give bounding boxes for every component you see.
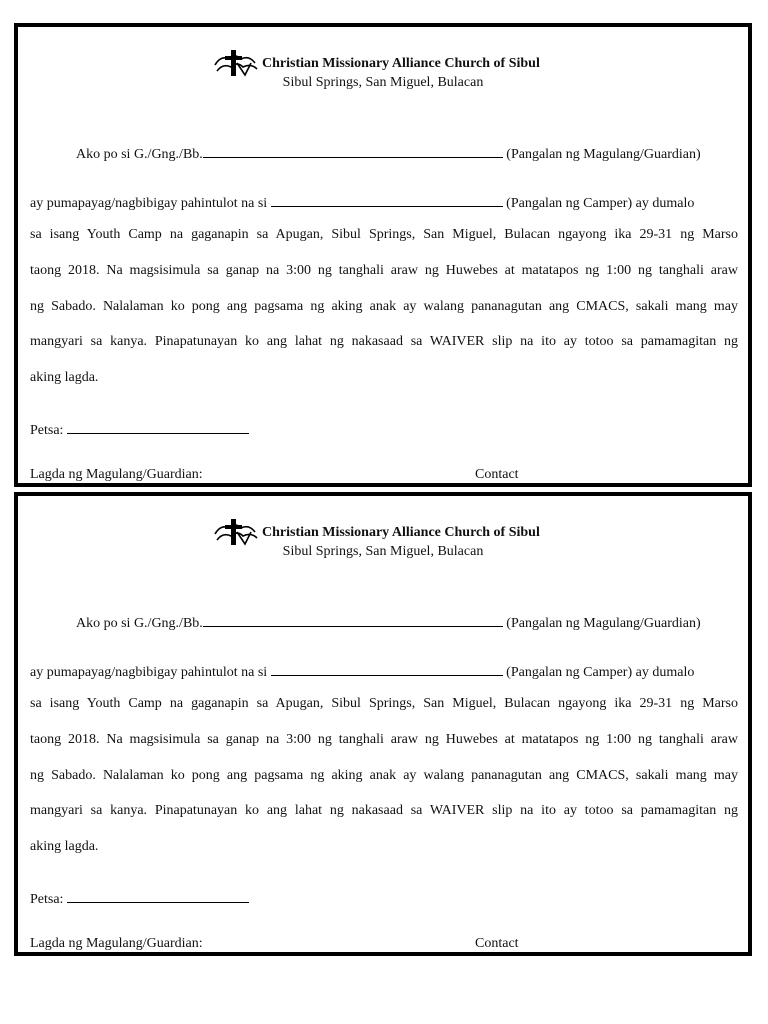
body-line-2: sa isang Youth Camp na gaganapin sa Apugan, Sibul Springs, San Miguel, Bulacan ngayong ika 29-31 ng Marso xyxy=(30,227,738,242)
church-address: Sibul Springs, San Miguel, Bulacan xyxy=(282,544,484,559)
body-line-3: taong 2018. Na magsisimula sa ganap na 3:00 ng tanghali araw ng Huwebes at matatapos ng 1:00 ng tanghali araw xyxy=(30,732,738,747)
contact-label: Contact xyxy=(475,467,519,482)
body-line-4: ng Sabado. Nalalaman ko pong ang pagsama ng aking anak ay walang pananagutan ang CMACS, sakali mang may xyxy=(30,299,738,314)
signature-row xyxy=(30,936,738,952)
body-line-2: sa isang Youth Camp na gaganapin sa Apugan, Sibul Springs, San Miguel, Bulacan ngayong ika 29-31 ng Marso xyxy=(30,696,738,711)
date-label: Petsa: xyxy=(30,892,64,907)
camper-name-blank[interactable] xyxy=(271,192,503,207)
waiver-slip-top xyxy=(14,23,752,487)
guardian-line xyxy=(76,143,701,163)
camper-name-blank[interactable] xyxy=(271,661,503,676)
guardian-line xyxy=(76,612,701,632)
signature-row xyxy=(30,467,738,483)
date-label: Petsa: xyxy=(30,423,64,438)
guardian-suffix: (Pangalan ng Magulang/Guardian) xyxy=(506,147,701,162)
camper-line xyxy=(30,192,694,212)
slip-header xyxy=(18,49,748,99)
body-line-6: aking lagda. xyxy=(30,839,99,854)
guardian-name-blank[interactable] xyxy=(203,612,503,627)
camper-line xyxy=(30,661,694,681)
body-line-6: aking lagda. xyxy=(30,370,99,385)
camper-suffix: (Pangalan ng Camper) ay dumalo xyxy=(506,665,695,680)
body-line-4: ng Sabado. Nalalaman ko pong ang pagsama ng aking anak ay walang pananagutan ang CMACS, sakali mang may xyxy=(30,768,738,783)
contact-label: Contact xyxy=(475,936,519,951)
church-address: Sibul Springs, San Miguel, Bulacan xyxy=(282,75,484,90)
guardian-prefix: Ako po si G./Gng./Bb. xyxy=(76,147,203,162)
date-row xyxy=(30,888,249,908)
guardian-name-blank[interactable] xyxy=(203,143,503,158)
date-blank[interactable] xyxy=(67,419,249,434)
guardian-prefix: Ako po si G./Gng./Bb. xyxy=(76,616,203,631)
church-name: Christian Missionary Alliance Church of Sibul xyxy=(262,56,540,71)
body-line-3: taong 2018. Na magsisimula sa ganap na 3:00 ng tanghali araw ng Huwebes at matatapos ng 1:00 ng tanghali araw xyxy=(30,263,738,278)
signature-label: Lagda ng Magulang/Guardian: xyxy=(30,936,203,951)
signature-label: Lagda ng Magulang/Guardian: xyxy=(30,467,203,482)
guardian-suffix: (Pangalan ng Magulang/Guardian) xyxy=(506,616,701,631)
church-name: Christian Missionary Alliance Church of Sibul xyxy=(262,525,540,540)
slip-header xyxy=(18,518,748,568)
date-blank[interactable] xyxy=(67,888,249,903)
camper-prefix: ay pumapayag/nagbibigay pahintulot na si xyxy=(30,665,268,680)
body-line-5: mangyari sa kanya. Pinapatunayan ko ang lahat ng nakasaad sa WAIVER slip na ito ay totoo sa pamamagitan ng xyxy=(30,334,738,349)
camper-suffix: (Pangalan ng Camper) ay dumalo xyxy=(506,196,695,211)
camper-prefix: ay pumapayag/nagbibigay pahintulot na si xyxy=(30,196,268,211)
waiver-slip-bottom xyxy=(14,492,752,956)
date-row xyxy=(30,419,249,439)
body-line-5: mangyari sa kanya. Pinapatunayan ko ang lahat ng nakasaad sa WAIVER slip na ito ay totoo sa pamamagitan ng xyxy=(30,803,738,818)
